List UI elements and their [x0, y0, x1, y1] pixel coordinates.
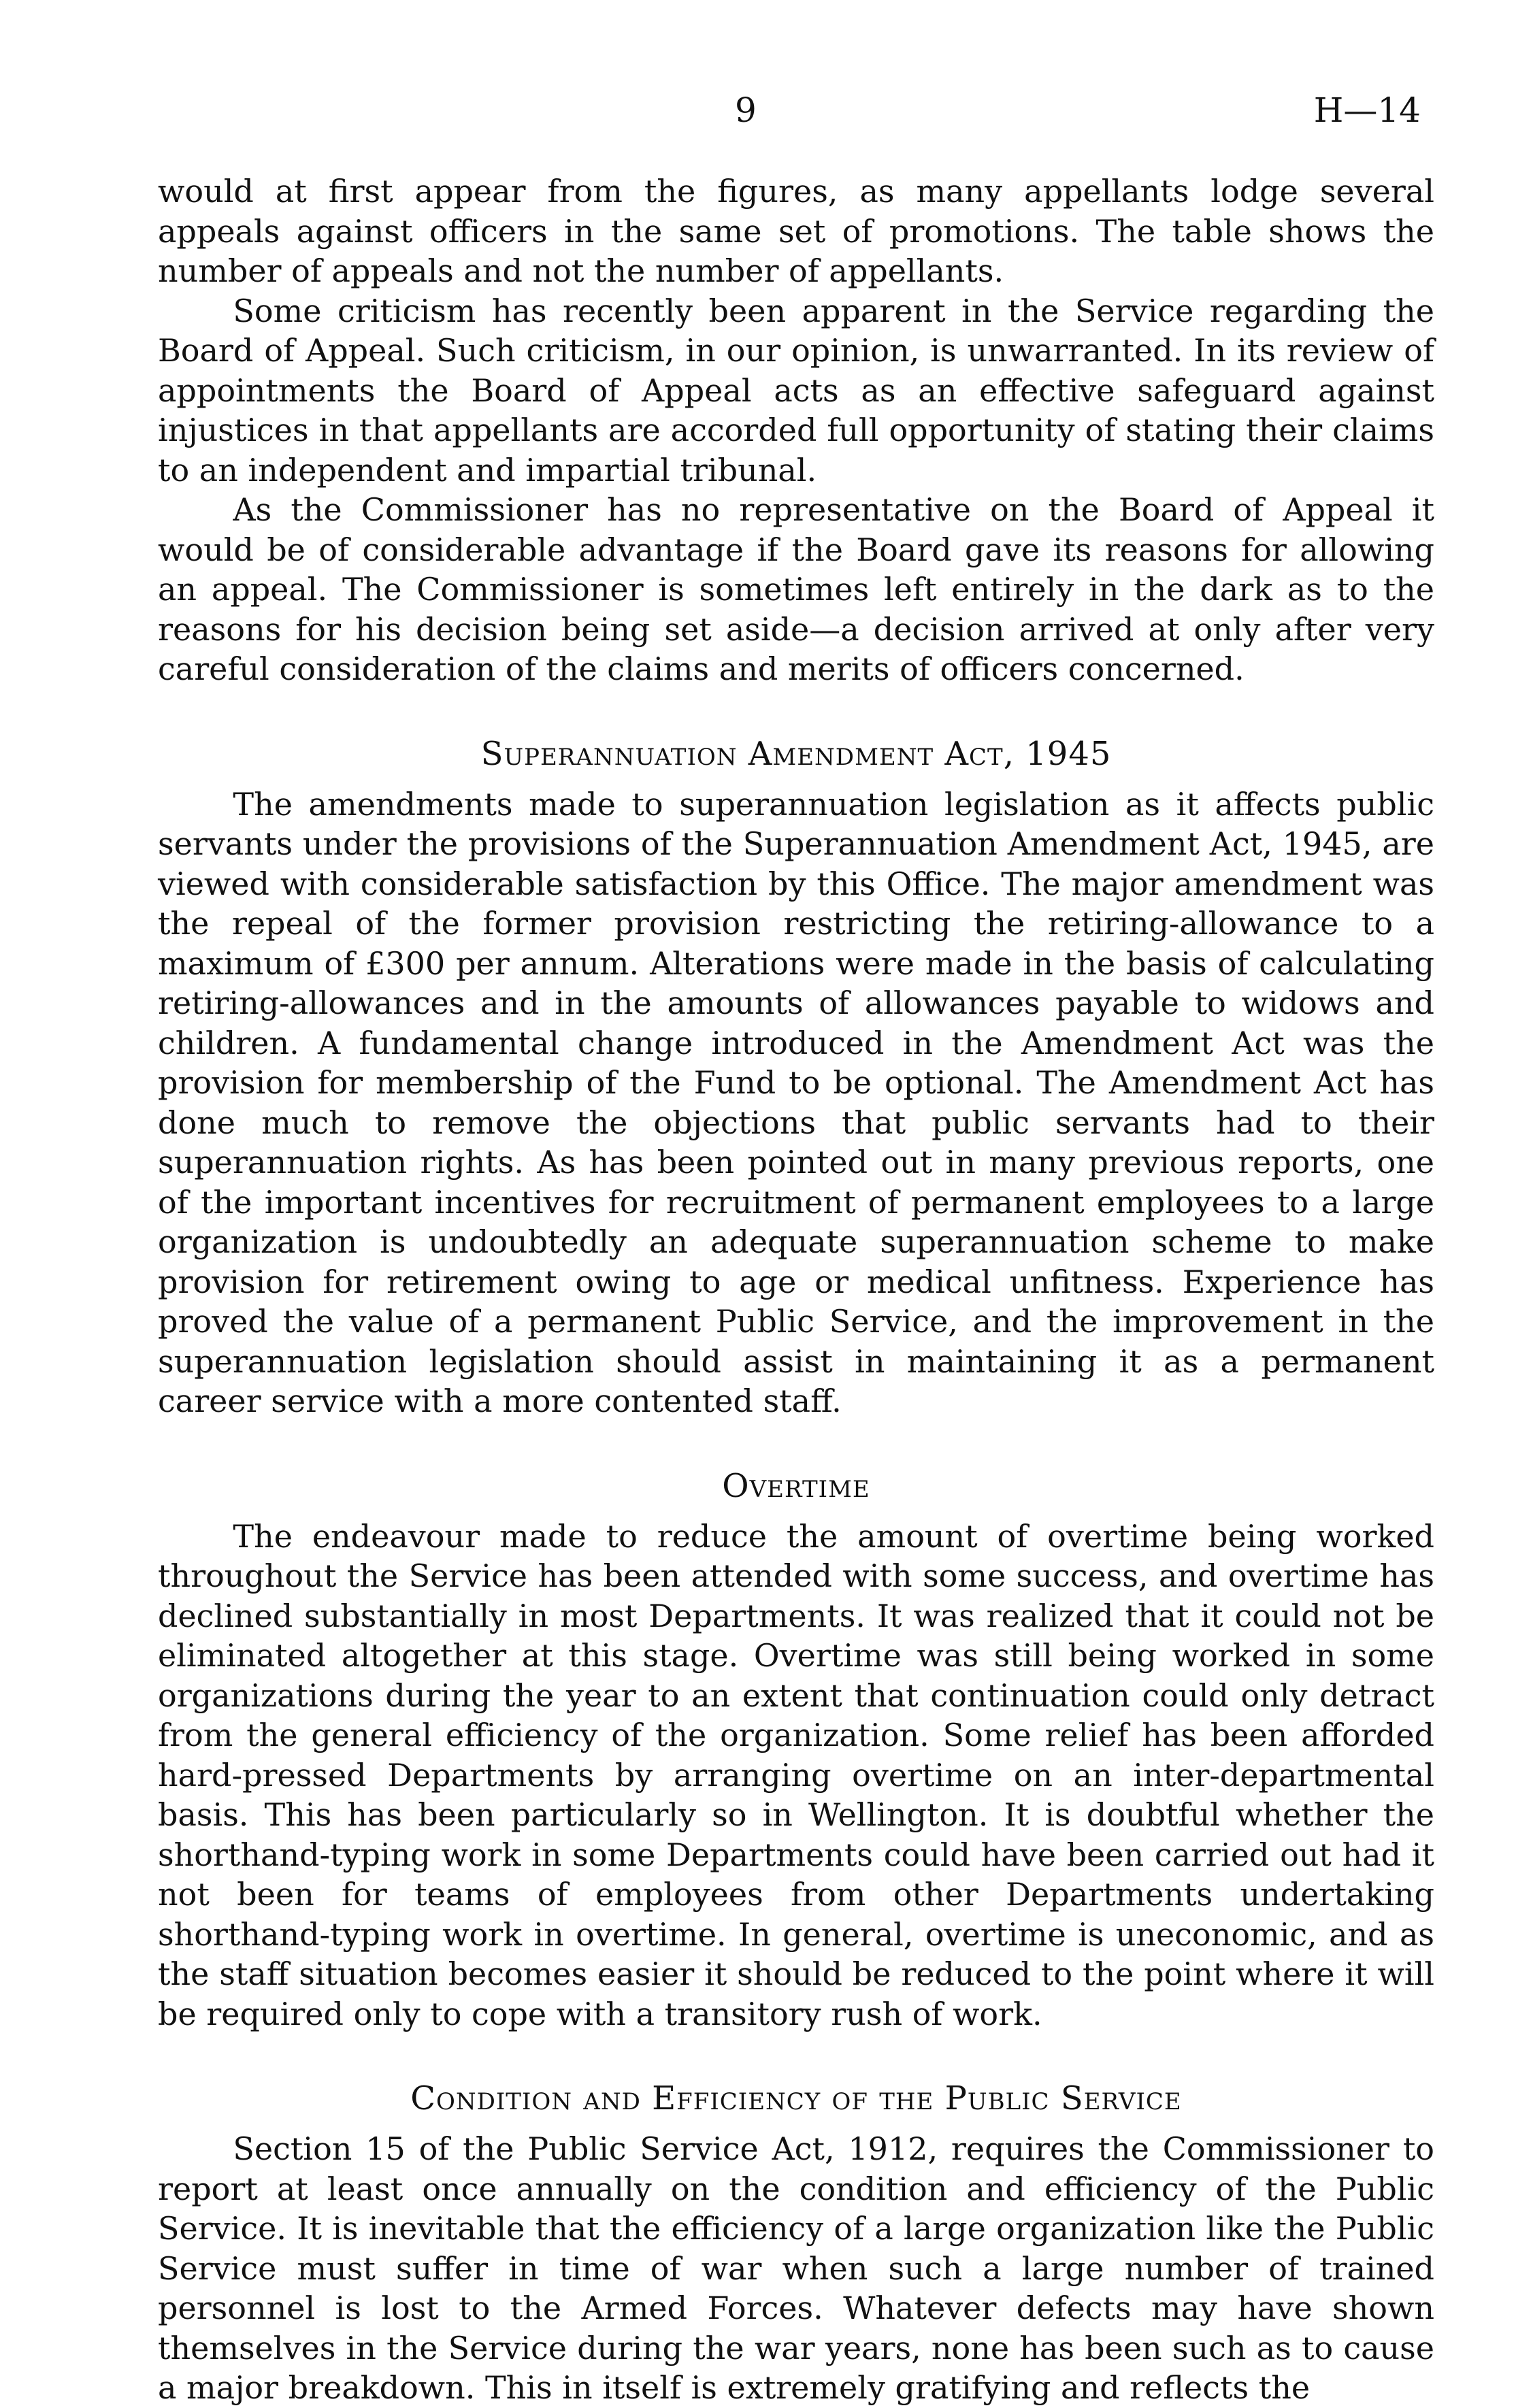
section-heading-condition: Condition and Efficiency of the Public Service	[410, 2079, 1182, 2117]
page-number: 9	[735, 90, 757, 130]
paragraph-board-criticism: Some criticism has recently been apparent in the Service regarding the Board of Appeal. Such criticism, in our opinion, is unwarranted. In its review of appointments the Board of Appeal acts as an effective safeguard against injustices in that appellants are accorded full opportunity of stating their claims to an independent and impartial tribunal.	[158, 292, 1434, 489]
paragraph-board-reasons: As the Commissioner has no representative on the Board of Appeal it would be of considerable advantage if the Board gave its reasons for allowing an appeal. The Commissioner is sometimes left entirely in the dark as to the reasons for his decision being set aside—a decision arrived at only after very careful consideration of the claims and merits of officers concerned.	[158, 491, 1434, 687]
paragraph-superannuation: The amendments made to superannuation legislation as it affects public servants under the provisions of the Superannuation Amendment Act, 1945, are viewed with considerable satisfaction by this Office. The major amendment was the repeal of the former provision restricting the retiring-allowance to a maximum of £300 per annum. Alterations were made in the basis of calculating retiring-allowances and in the amounts of allowances payable to widows and children. A fundamental change introduced in the Amendment Act was the provision for membership of the Fund to be optional. The Amendment Act has done much to remove the objections that public servants had to their superannuation rights. As has been pointed out in many previous reports, one of the important incentives for recruitment of permanent employees to a large organization is undoubtedly an adequate superannuation scheme to make provision for retirement owing to age or medical unfitness. Experience has proved the value of a permanent Public Service, and the improvement in the superannuation legislation should assist in maintaining it as a permanent career service with a more contented staff.	[158, 785, 1434, 1419]
paragraph-continuation: would at first appear from the figures, as many appellants lodge several appeals against officers in the same set of promotions. The table shows the number of appeals and not the number of appellants.	[158, 173, 1434, 289]
body-text	[158, 171, 1434, 2408]
document-reference: H—14	[1313, 90, 1421, 130]
paragraph-overtime: The endeavour made to reduce the amount of overtime being worked throughout the Service has been attended with some success, and overtime has declined substantially in most Departments. It was realized that it could not be eliminated altogether at this stage. Overtime was still being worked in some organizations during the year to an extent that continuation could only detract from the general efficiency of the organization. Some relief has been afforded hard-pressed Departments by arranging overtime on an inter-departmental basis. This has been particularly so in Wellington. It is doubtful whether the shorthand-typing work in some Departments could have been carried out had it not been for teams of employees from other Departments undertaking shorthand-typing work in overtime. In general, overtime is uneconomic, and as the staff situation becomes easier it should be reduced to the point where it will be required only to cope with a transitory rush of work.	[158, 1517, 1434, 2032]
section-heading-overtime: Overtime	[722, 1466, 870, 1505]
section-heading-superannuation: Superannuation Amendment Act, 1945	[480, 734, 1112, 773]
paragraph-condition: Section 15 of the Public Service Act, 1912, requires the Commissioner to report at least once annually on the condition and efficiency of the Public Service. It is inevitable that the efficiency of a large organization like the Public Service must suffer in time of war when such a large number of trained personnel is lost to the Armed Forces. Whatever defects may have shown themselves in the Service during the war years, none has been such as to cause a major breakdown. This in itself is extremely gratifying and reflects the	[158, 2130, 1434, 2406]
